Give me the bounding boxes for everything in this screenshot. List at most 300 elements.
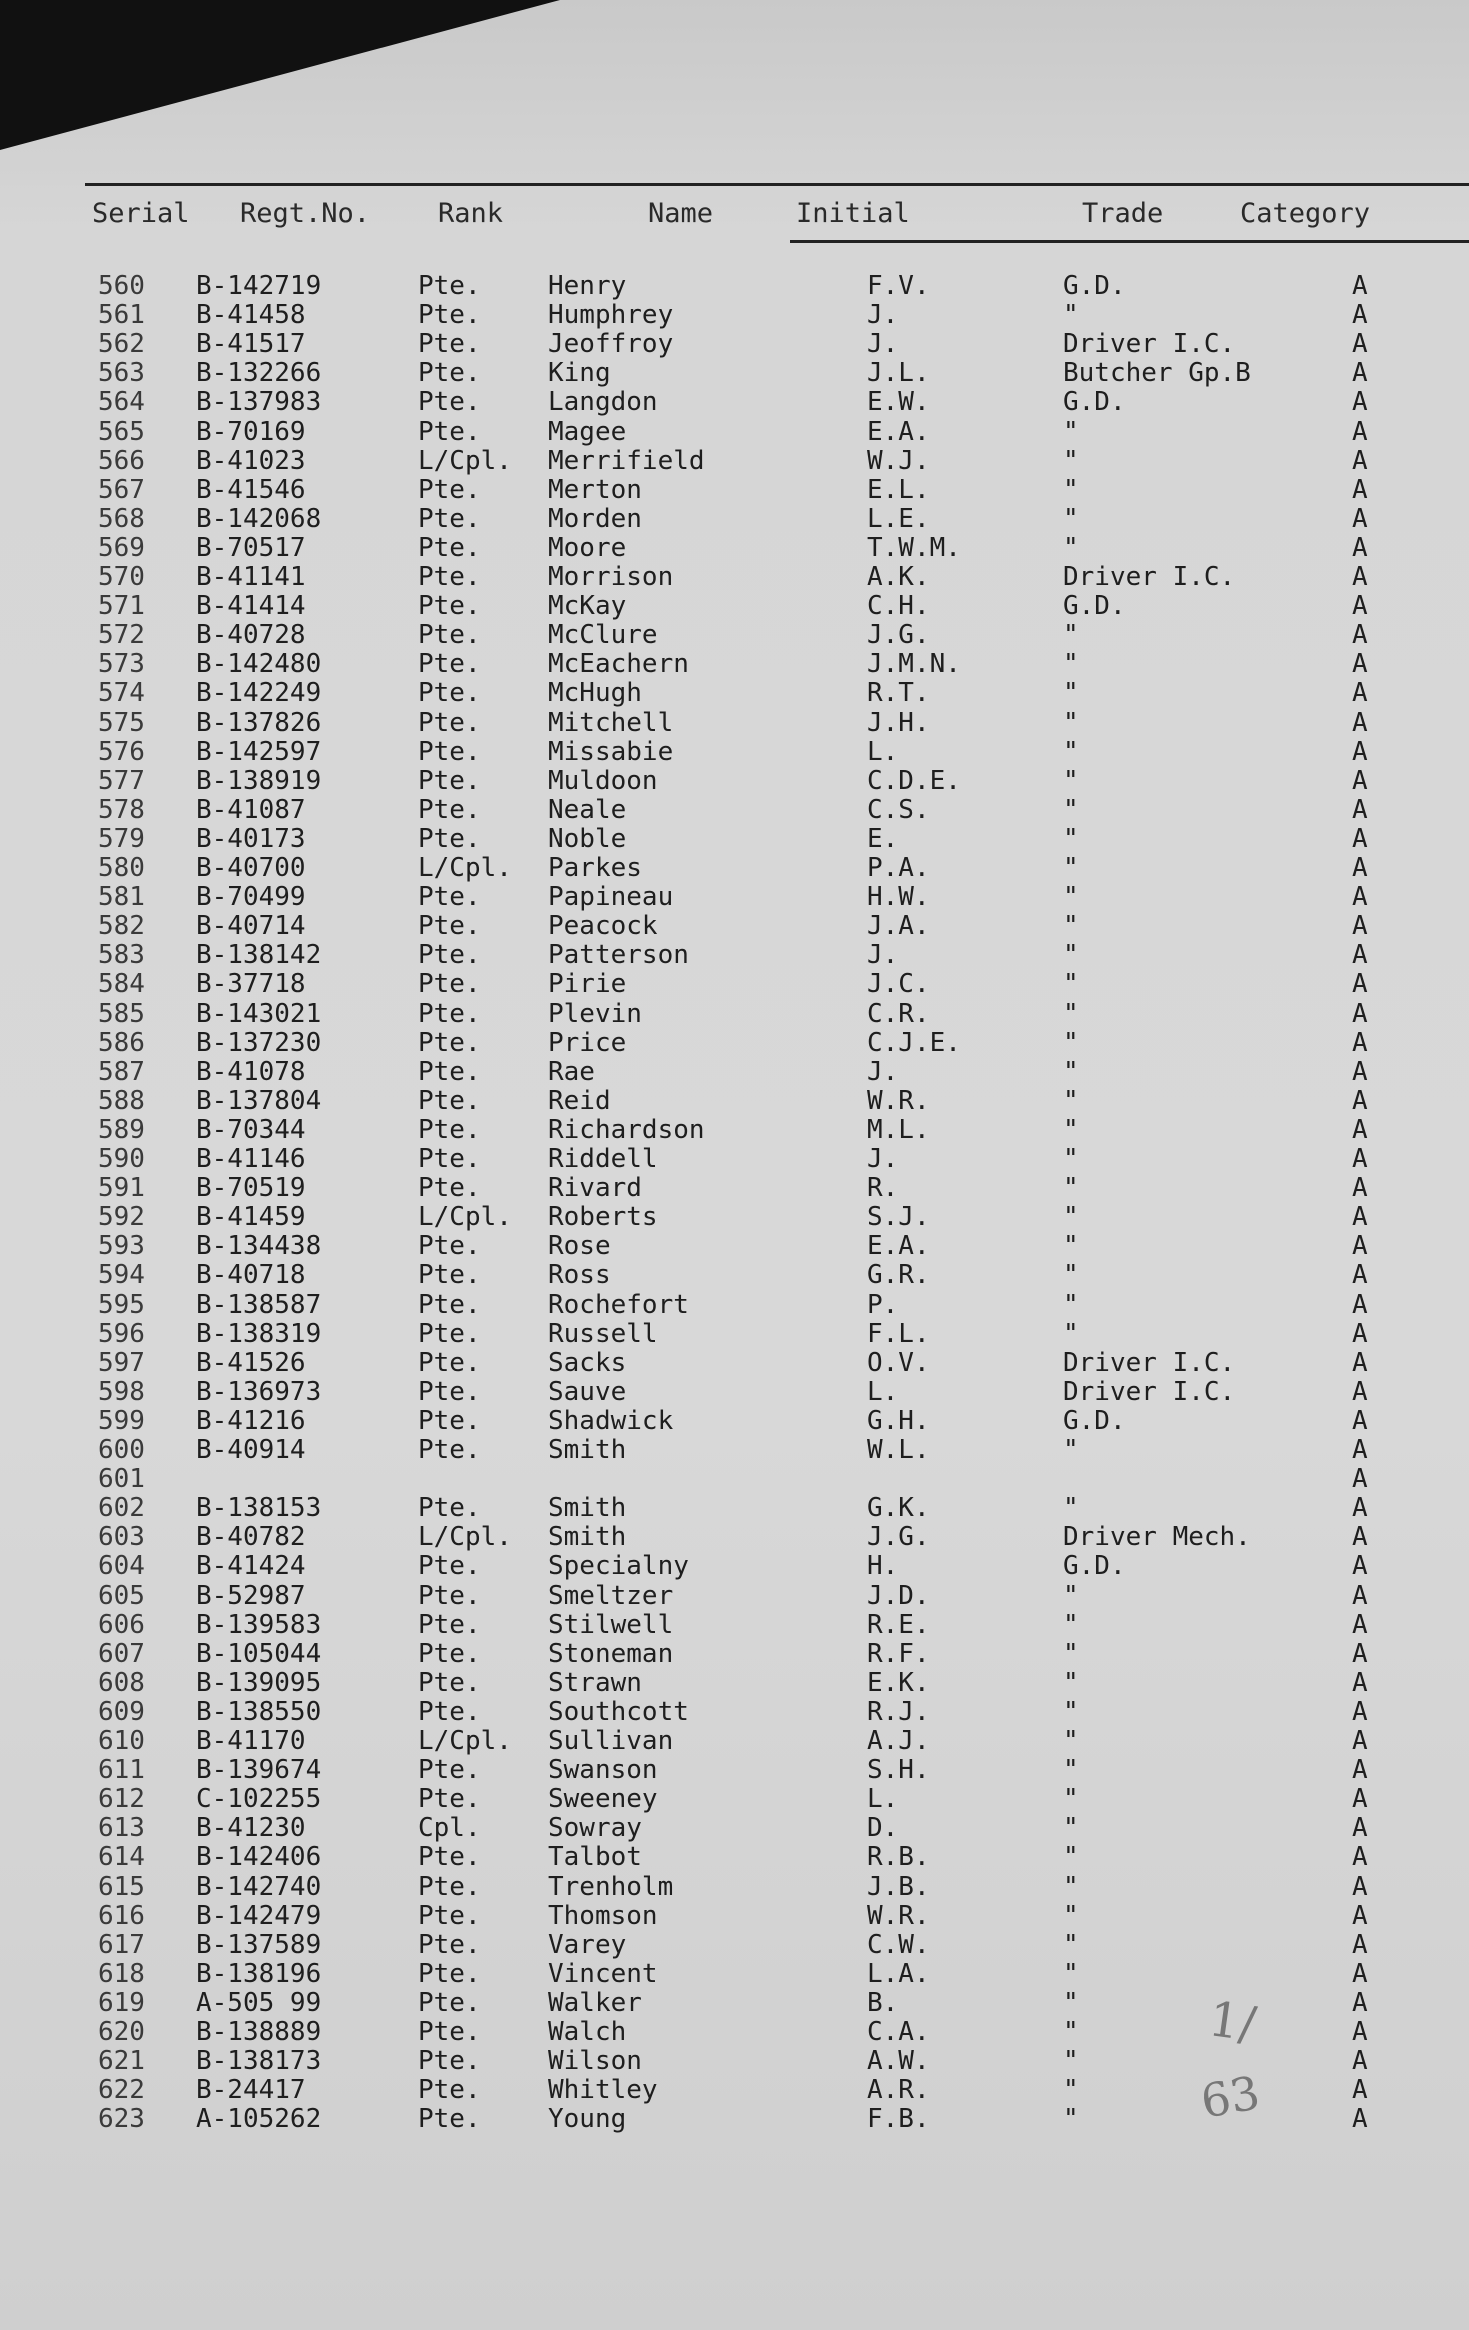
name-cell: Papineau [548, 882, 674, 913]
serial-cell: 596 [98, 1318, 145, 1349]
serial-cell: 609 [98, 1696, 145, 1727]
trade-cell: " [1063, 1231, 1079, 1262]
initial-cell: J.G. [867, 1522, 930, 1553]
rank-cell: Pte. [418, 416, 481, 447]
category-cell: A [1352, 503, 1368, 534]
trade-cell: " [1063, 794, 1079, 825]
serial-cell: 591 [98, 1173, 145, 1204]
rank-cell: Pte. [418, 1667, 481, 1698]
category-cell: A [1352, 1347, 1368, 1378]
regt-no-cell: B-142479 [196, 1900, 322, 1931]
trade-cell: G.D. [1063, 591, 1126, 622]
trade-cell: Driver I.C. [1063, 1376, 1236, 1407]
regt-no-cell: B-40700 [196, 853, 306, 883]
category-cell: A [1352, 532, 1368, 563]
table-row [0, 650, 1469, 679]
rank-cell: Pte. [418, 1696, 481, 1727]
category-cell: A [1352, 2104, 1368, 2135]
regt-no-cell: B-37718 [196, 969, 306, 1000]
trade-cell: " [1063, 2046, 1079, 2077]
name-cell: Sowray [548, 1813, 642, 1844]
table-row [0, 1960, 1469, 1989]
serial-cell: 617 [98, 1929, 145, 1960]
trade-cell: " [1063, 474, 1079, 505]
name-cell: Ross [548, 1260, 611, 1291]
table-row [0, 1116, 1469, 1145]
serial-cell: 619 [98, 1987, 145, 2018]
serial-cell: 599 [98, 1405, 145, 1436]
trade-cell: " [1063, 678, 1079, 709]
regt-no-cell: A-505 99 [196, 1987, 322, 2018]
trade-cell: " [1063, 1173, 1079, 1204]
category-cell: A [1352, 1987, 1368, 2018]
regt-no-cell: B-137589 [196, 1929, 322, 1960]
table-row [0, 1727, 1469, 1756]
rank-cell: Pte. [418, 1871, 481, 1902]
regt-no-cell: B-132266 [196, 358, 322, 389]
category-cell: A [1352, 1114, 1368, 1145]
category-cell: A [1352, 794, 1368, 825]
rank-cell: L/Cpl. [418, 1202, 512, 1233]
table-row [0, 388, 1469, 417]
name-cell: Walker [548, 1987, 642, 2018]
initial-cell: C.D.E. [867, 765, 961, 796]
trade-cell: " [1063, 1638, 1079, 1669]
serial-cell: 571 [98, 591, 145, 622]
regt-no-cell: A-105262 [196, 2104, 322, 2135]
trade-cell: " [1063, 1580, 1079, 1611]
table-row [0, 1203, 1469, 1232]
trade-cell: " [1063, 2075, 1079, 2106]
regt-no-cell: B-40914 [196, 1435, 306, 1465]
serial-cell: 616 [98, 1900, 145, 1931]
name-cell: Thomson [548, 1900, 658, 1931]
initial-cell: H. [867, 1551, 899, 1582]
table-row [0, 709, 1469, 738]
rank-cell: Pte. [418, 2046, 481, 2077]
category-cell: A [1352, 2075, 1368, 2106]
trade-cell: G.D. [1063, 1405, 1126, 1436]
name-cell: McHugh [548, 678, 642, 709]
table-row [0, 1029, 1469, 1058]
table-row [0, 621, 1469, 650]
initial-cell: P. [867, 1289, 899, 1320]
rank-cell: Pte. [418, 1929, 481, 1960]
trade-cell: " [1063, 1318, 1079, 1349]
regt-no-cell: B-137804 [196, 1085, 322, 1116]
table-row [0, 563, 1469, 592]
table-row [0, 476, 1469, 505]
trade-cell: " [1063, 1260, 1079, 1291]
category-cell: A [1352, 649, 1368, 680]
rank-cell: Pte. [418, 1347, 481, 1378]
trade-cell: " [1063, 998, 1079, 1029]
name-cell: Parkes [548, 853, 642, 883]
name-cell: Humphrey [548, 300, 674, 331]
regt-no-cell: B-134438 [196, 1231, 322, 1262]
trade-cell: " [1063, 620, 1079, 651]
initial-cell: C.J.E. [867, 1027, 961, 1058]
serial-cell: 618 [98, 1958, 145, 1989]
initial-cell: E.A. [867, 1231, 930, 1262]
trade-cell: " [1063, 1085, 1079, 1116]
header-serial: Serial [92, 198, 190, 229]
initial-cell: C.S. [867, 794, 930, 825]
trade-cell: " [1063, 1929, 1079, 1960]
initial-cell: S.H. [867, 1755, 930, 1786]
regt-no-cell: B-142068 [196, 503, 322, 534]
rank-cell: Pte. [418, 765, 481, 796]
serial-cell: 585 [98, 998, 145, 1029]
regt-no-cell: B-40782 [196, 1522, 306, 1553]
serial-cell: 586 [98, 1027, 145, 1058]
name-cell: Rivard [548, 1173, 642, 1204]
regt-no-cell: B-138889 [196, 2017, 322, 2047]
rank-cell: Pte. [418, 503, 481, 534]
trade-cell: " [1063, 853, 1079, 883]
name-cell: Stilwell [548, 1609, 674, 1640]
table-row [0, 767, 1469, 796]
initial-cell: L. [867, 1784, 899, 1815]
table-row [0, 1611, 1469, 1640]
trade-cell: " [1063, 503, 1079, 534]
name-cell: Trenholm [548, 1871, 674, 1902]
trade-cell: " [1063, 2104, 1079, 2135]
regt-no-cell: B-41517 [196, 329, 306, 360]
name-cell: Southcott [548, 1696, 689, 1727]
serial-cell: 568 [98, 503, 145, 534]
name-cell: Langdon [548, 387, 658, 418]
serial-cell: 561 [98, 300, 145, 331]
regt-no-cell: B-136973 [196, 1376, 322, 1407]
name-cell: Wilson [548, 2046, 642, 2077]
serial-cell: 560 [98, 271, 145, 301]
serial-cell: 605 [98, 1580, 145, 1611]
name-cell: Rochefort [548, 1289, 689, 1320]
rank-cell: Pte. [418, 1144, 481, 1174]
rank-cell: Pte. [418, 2075, 481, 2106]
scan-shadow-corner [0, 0, 560, 150]
table-row [0, 941, 1469, 970]
name-cell: Stoneman [548, 1638, 674, 1669]
initial-cell: H.W. [867, 882, 930, 913]
name-cell: Young [548, 2104, 627, 2135]
trade-cell: " [1063, 911, 1079, 942]
regt-no-cell: B-142719 [196, 271, 322, 301]
name-cell: Missabie [548, 736, 674, 767]
table-row [0, 1145, 1469, 1174]
trade-cell: Driver I.C. [1063, 1347, 1236, 1378]
initial-cell: J.B. [867, 1871, 930, 1902]
initial-cell: J.M.N. [867, 649, 961, 680]
trade-cell: " [1063, 765, 1079, 796]
category-cell: A [1352, 329, 1368, 360]
rank-cell: Pte. [418, 1435, 481, 1465]
trade-cell: " [1063, 300, 1079, 331]
table-row [0, 1669, 1469, 1698]
name-cell: Jeoffroy [548, 329, 674, 360]
initial-cell: J. [867, 940, 899, 971]
name-cell: Smith [548, 1435, 627, 1465]
category-cell: A [1352, 591, 1368, 622]
serial-cell: 569 [98, 532, 145, 563]
name-cell: Morden [548, 503, 642, 534]
initial-cell: P.A. [867, 853, 930, 883]
name-cell: Mitchell [548, 707, 674, 738]
regt-no-cell: B-139674 [196, 1755, 322, 1786]
initial-cell: M.L. [867, 1114, 930, 1145]
table-row [0, 1523, 1469, 1552]
trade-cell: " [1063, 1202, 1079, 1233]
trade-cell: " [1063, 1842, 1079, 1873]
rank-cell: Pte. [418, 358, 481, 389]
rank-cell: Pte. [418, 1842, 481, 1873]
initial-cell: G.K. [867, 1493, 930, 1524]
trade-cell: " [1063, 1726, 1079, 1756]
name-cell: Swanson [548, 1755, 658, 1786]
trade-cell: " [1063, 1435, 1079, 1465]
category-cell: A [1352, 2046, 1368, 2077]
name-cell: Rose [548, 1231, 611, 1262]
name-cell: Patterson [548, 940, 689, 971]
serial-cell: 623 [98, 2104, 145, 2135]
category-cell: A [1352, 1667, 1368, 1698]
rank-cell: Pte. [418, 2017, 481, 2047]
name-cell: Merrifield [548, 445, 705, 476]
trade-cell: " [1063, 2017, 1079, 2047]
rank-cell: Pte. [418, 1260, 481, 1291]
initial-cell: R.E. [867, 1609, 930, 1640]
trade-cell: Driver Mech. [1063, 1522, 1251, 1553]
serial-cell: 589 [98, 1114, 145, 1145]
category-cell: A [1352, 853, 1368, 883]
serial-cell: 592 [98, 1202, 145, 1233]
rank-cell: Cpl. [418, 1813, 481, 1844]
initial-cell: L.E. [867, 503, 930, 534]
rank-cell: Pte. [418, 940, 481, 971]
name-cell: Sacks [548, 1347, 627, 1378]
category-cell: A [1352, 2017, 1368, 2047]
name-cell: Varey [548, 1929, 627, 1960]
serial-cell: 604 [98, 1551, 145, 1582]
serial-cell: 587 [98, 1056, 145, 1087]
initial-cell: J.C. [867, 969, 930, 1000]
rank-cell: Pte. [418, 678, 481, 709]
table-row [0, 505, 1469, 534]
initial-cell: J.H. [867, 707, 930, 738]
table-row [0, 1320, 1469, 1349]
initial-cell: R.F. [867, 1638, 930, 1669]
serial-cell: 573 [98, 649, 145, 680]
table-row [0, 1000, 1469, 1029]
rank-cell: Pte. [418, 591, 481, 622]
category-cell: A [1352, 1813, 1368, 1844]
serial-cell: 580 [98, 853, 145, 883]
serial-cell: 610 [98, 1726, 145, 1756]
regt-no-cell: B-40714 [196, 911, 306, 942]
regt-no-cell: B-40718 [196, 1260, 306, 1291]
category-cell: A [1352, 1929, 1368, 1960]
rank-cell: Pte. [418, 1114, 481, 1145]
initial-cell: E. [867, 823, 899, 854]
name-cell: Muldoon [548, 765, 658, 796]
trade-cell: G.D. [1063, 1551, 1126, 1582]
table-row [0, 1174, 1469, 1203]
table-row [0, 330, 1469, 359]
header-bottom-rule [790, 240, 1469, 243]
regt-no-cell: B-70517 [196, 532, 306, 563]
category-cell: A [1352, 1289, 1368, 1320]
trade-cell: " [1063, 823, 1079, 854]
category-cell: A [1352, 1580, 1368, 1611]
category-cell: A [1352, 678, 1368, 709]
serial-cell: 562 [98, 329, 145, 360]
category-cell: A [1352, 1871, 1368, 1902]
serial-cell: 584 [98, 969, 145, 1000]
initial-cell: R.B. [867, 1842, 930, 1873]
trade-cell: Driver I.C. [1063, 329, 1236, 360]
category-cell: A [1352, 882, 1368, 913]
serial-cell: 582 [98, 911, 145, 942]
trade-cell: G.D. [1063, 387, 1126, 418]
name-cell: Noble [548, 823, 627, 854]
initial-cell: C.R. [867, 998, 930, 1029]
regt-no-cell: B-142740 [196, 1871, 322, 1902]
rank-cell: Pte. [418, 649, 481, 680]
rank-cell: Pte. [418, 1173, 481, 1204]
table-row [0, 1058, 1469, 1087]
header-initial: Initial [796, 198, 910, 229]
initial-cell: T.W.M. [867, 532, 961, 563]
initial-cell: J. [867, 1056, 899, 1087]
serial-cell: 607 [98, 1638, 145, 1669]
name-cell: McEachern [548, 649, 689, 680]
serial-cell: 601 [98, 1464, 145, 1495]
trade-cell: " [1063, 1871, 1079, 1902]
table-row [0, 883, 1469, 912]
name-cell: McKay [548, 591, 627, 622]
margin-note-line1: 1/ [1205, 1991, 1260, 2053]
serial-cell: 566 [98, 445, 145, 476]
name-cell: Merton [548, 474, 642, 505]
regt-no-cell: B-139095 [196, 1667, 322, 1698]
serial-cell: 612 [98, 1784, 145, 1815]
name-cell: Price [548, 1027, 627, 1058]
table-row [0, 1436, 1469, 1465]
rank-cell: Pte. [418, 1958, 481, 1989]
rank-cell: L/Cpl. [418, 853, 512, 883]
rank-cell: Pte. [418, 474, 481, 505]
name-cell: Neale [548, 794, 627, 825]
category-cell: A [1352, 445, 1368, 476]
table-row [0, 272, 1469, 301]
table-row [0, 1087, 1469, 1116]
regt-no-cell: B-139583 [196, 1609, 322, 1640]
table-row [0, 970, 1469, 999]
trade-cell: Driver I.C. [1063, 562, 1236, 592]
handwritten-margin-note [1195, 1991, 1285, 2129]
initial-cell: S.J. [867, 1202, 930, 1233]
name-cell: Specialny [548, 1551, 689, 1582]
regt-no-cell: B-41170 [196, 1726, 306, 1756]
trade-cell: " [1063, 1493, 1079, 1524]
serial-cell: 581 [98, 882, 145, 913]
serial-cell: 583 [98, 940, 145, 971]
initial-cell: O.V. [867, 1347, 930, 1378]
regt-no-cell: B-41078 [196, 1056, 306, 1087]
rank-cell: Pte. [418, 1755, 481, 1786]
category-cell: A [1352, 911, 1368, 942]
rank-cell: Pte. [418, 620, 481, 651]
rank-cell: Pte. [418, 1376, 481, 1407]
rank-cell: Pte. [418, 1784, 481, 1815]
category-cell: A [1352, 387, 1368, 418]
name-cell: Talbot [548, 1842, 642, 1873]
category-cell: A [1352, 1726, 1368, 1756]
initial-cell: F.L. [867, 1318, 930, 1349]
trade-cell: G.D. [1063, 271, 1126, 301]
category-cell: A [1352, 300, 1368, 331]
regt-no-cell: B-70519 [196, 1173, 306, 1204]
serial-cell: 600 [98, 1435, 145, 1465]
regt-no-cell: B-70344 [196, 1114, 306, 1145]
category-cell: A [1352, 1260, 1368, 1291]
rank-cell: L/Cpl. [418, 1522, 512, 1553]
category-cell: A [1352, 1900, 1368, 1931]
serial-cell: 615 [98, 1871, 145, 1902]
header-regt-no: Regt.No. [240, 198, 371, 229]
table-row [0, 1582, 1469, 1611]
initial-cell: J.L. [867, 358, 930, 389]
category-cell: A [1352, 1638, 1368, 1669]
serial-cell: 578 [98, 794, 145, 825]
initial-cell: D. [867, 1813, 899, 1844]
name-cell: Smith [548, 1522, 627, 1553]
name-cell: Sullivan [548, 1726, 674, 1756]
rank-cell: Pte. [418, 1231, 481, 1262]
serial-cell: 564 [98, 387, 145, 418]
regt-no-cell: B-138919 [196, 765, 322, 796]
regt-no-cell: B-138319 [196, 1318, 322, 1349]
rank-cell: Pte. [418, 1609, 481, 1640]
category-cell: A [1352, 1551, 1368, 1582]
serial-cell: 590 [98, 1144, 145, 1174]
rank-cell: Pte. [418, 329, 481, 360]
category-cell: A [1352, 1755, 1368, 1786]
regt-no-cell: B-105044 [196, 1638, 322, 1669]
initial-cell: G.R. [867, 1260, 930, 1291]
rank-cell: Pte. [418, 1551, 481, 1582]
serial-cell: 613 [98, 1813, 145, 1844]
category-cell: A [1352, 1784, 1368, 1815]
serial-cell: 614 [98, 1842, 145, 1873]
rank-cell: Pte. [418, 736, 481, 767]
regt-no-cell: B-41459 [196, 1202, 306, 1233]
name-cell: Peacock [548, 911, 658, 942]
table-row [0, 1843, 1469, 1872]
header-category: Category [1240, 198, 1371, 229]
name-cell: Whitley [548, 2075, 658, 2106]
regt-no-cell: B-41526 [196, 1347, 306, 1378]
trade-cell: " [1063, 1696, 1079, 1727]
name-cell: Pirie [548, 969, 627, 1000]
trade-cell: " [1063, 707, 1079, 738]
name-cell: King [548, 358, 611, 389]
regt-no-cell: B-138142 [196, 940, 322, 971]
rank-cell: Pte. [418, 1289, 481, 1320]
trade-cell: " [1063, 1114, 1079, 1145]
name-cell: Russell [548, 1318, 658, 1349]
